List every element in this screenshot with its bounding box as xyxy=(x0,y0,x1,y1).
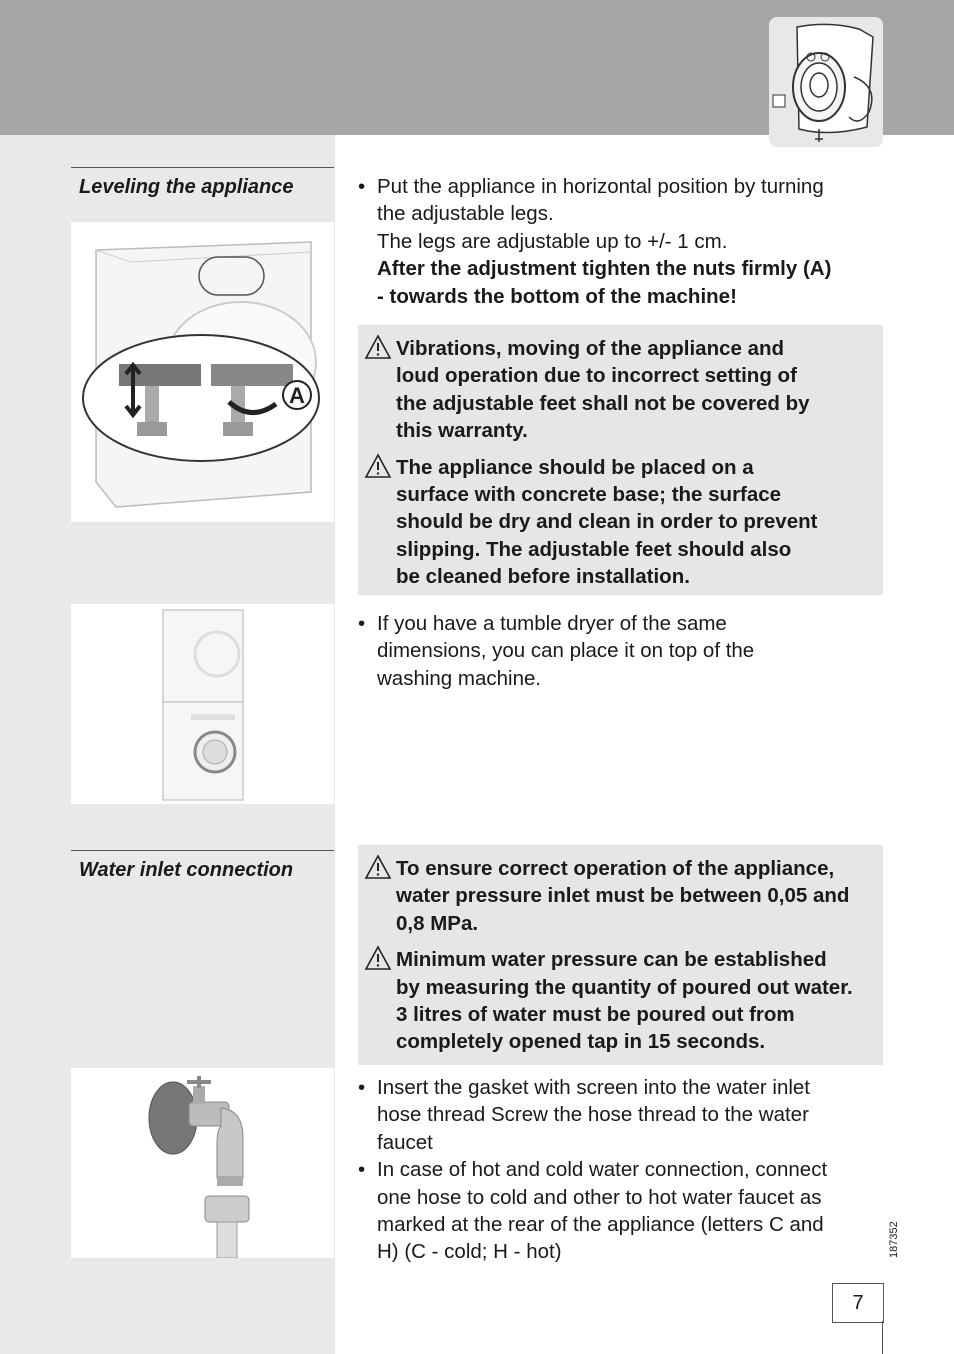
warning-item xyxy=(364,946,873,1056)
leveling-illustration xyxy=(71,222,334,522)
text-line: should be dry and clean in order to prevent xyxy=(396,510,818,534)
text-line: by measuring the quantity of poured out water. xyxy=(396,975,853,999)
leveling-instructions xyxy=(358,173,883,310)
text-line: slipping. The adjustable feet should also xyxy=(396,537,792,561)
figure-label-a: A xyxy=(289,383,305,408)
section-title-water-inlet: Water inlet connection xyxy=(71,850,334,890)
warning-item xyxy=(364,454,873,591)
warning-item xyxy=(364,855,873,937)
text-line: • Insert the gasket with screen into the water inlet xyxy=(377,1076,811,1099)
warning-triangle-icon xyxy=(364,453,392,479)
text-line: Minimum water pressure can be established xyxy=(396,948,827,972)
page-number: 7 xyxy=(832,1283,884,1323)
text-line: • In case of hot and cold water connection, connect xyxy=(377,1158,828,1182)
list-item xyxy=(358,1074,883,1156)
washing-machine-mascot-icon xyxy=(769,17,883,147)
warning-triangle-icon xyxy=(364,854,392,880)
warning-triangle-icon xyxy=(364,334,392,360)
text-line: Vibrations, moving of the appliance and xyxy=(396,337,785,360)
text-line: To ensure correct operation of the appliance, xyxy=(396,857,835,880)
text-line: completely opened tap in 15 seconds. xyxy=(396,1030,766,1054)
text-line: surface with concrete base; the surface xyxy=(396,483,782,507)
water-inlet-instructions xyxy=(358,1074,883,1266)
text-line: hose thread Screw the hose thread to the water xyxy=(377,1103,809,1127)
warning-item xyxy=(364,335,873,445)
text-line: water pressure inlet must be between 0,05 and xyxy=(396,884,850,908)
warning-box-water-pressure xyxy=(358,845,883,1065)
text-line: • If you have a tumble dryer of the same xyxy=(377,612,727,635)
text-line: After the adjustment tighten the nuts firmly (A) xyxy=(377,257,832,281)
text-line: the adjustable feet shall not be covered by xyxy=(396,391,810,415)
text-line: - towards the bottom of the machine! xyxy=(377,284,737,308)
stacked-dryer-illustration xyxy=(71,604,334,804)
text-line: this warranty. xyxy=(396,419,528,443)
text-line: • Put the appliance in horizontal position by turning xyxy=(377,175,824,198)
section-title-leveling: Leveling the appliance xyxy=(71,167,334,222)
dryer-instructions xyxy=(358,610,883,692)
text-line: 3 litres of water must be poured out from xyxy=(396,1003,795,1027)
text-line: loud operation due to incorrect setting of xyxy=(396,364,797,388)
faucet-illustration xyxy=(71,1068,334,1258)
text-line: 0,8 MPa. xyxy=(396,911,479,935)
page-number-rule xyxy=(882,1321,883,1354)
document-number: 187352 xyxy=(888,1221,900,1258)
warning-triangle-icon xyxy=(364,945,392,971)
text-line: The legs are adjustable up to +/- 1 cm. xyxy=(377,229,728,253)
list-item xyxy=(358,610,883,692)
text-line: The appliance should be placed on a xyxy=(396,455,754,479)
text-line: faucet xyxy=(377,1130,433,1154)
list-item xyxy=(358,173,883,310)
warning-box-leveling xyxy=(358,325,883,595)
text-line: the adjustable legs. xyxy=(377,202,554,226)
text-line: H) (C - cold; H - hot) xyxy=(377,1240,562,1264)
text-line: marked at the rear of the appliance (letters C and xyxy=(377,1213,824,1237)
text-line: washing machine. xyxy=(377,666,542,690)
text-line: dimensions, you can place it on top of the xyxy=(377,639,755,663)
list-item xyxy=(358,1156,883,1266)
text-line: one hose to cold and other to hot water faucet as xyxy=(377,1185,822,1209)
text-line: be cleaned before installation. xyxy=(396,565,690,589)
